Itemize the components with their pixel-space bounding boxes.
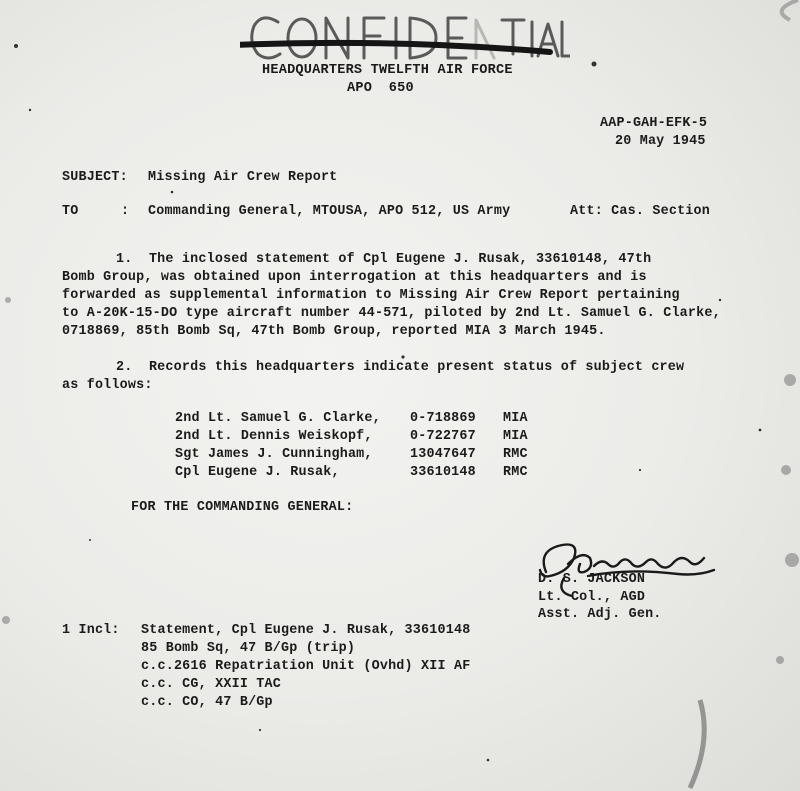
headquarters-apo: APO 650 [347, 81, 414, 96]
crew-name: Sgt James J. Cunningham, [175, 447, 373, 462]
distribution-line: c.c. CO, 47 B/Gp [141, 695, 273, 710]
paragraph1-line: Bomb Group, was obtained upon interrogation at this headquarters and is [62, 270, 647, 285]
to-colon: : [121, 204, 130, 219]
paragraph1-line: forwarded as supplemental information to Missing Air Crew Report pertaining [62, 288, 680, 303]
signatory-rank: Lt. Col., AGD [538, 590, 646, 605]
paragraph1-line: 0718869, 85th Bomb Sq, 47th Bomb Group, reported MIA 3 March 1945. [62, 324, 606, 339]
attention-line: Att: Cas. Section [570, 204, 711, 219]
crew-serial: 0-722767 [410, 429, 476, 444]
crew-status: MIA [503, 411, 528, 426]
signatory-name: D. S. JACKSON [538, 572, 646, 587]
paragraph1-line: to A-20K-15-DO type aircraft number 44-571, piloted by 2nd Lt. Samuel G. Clarke, [62, 306, 721, 321]
crew-serial: 0-718869 [410, 411, 476, 426]
crew-serial: 13047647 [410, 447, 476, 462]
to-recipient: Commanding General, MTOUSA, APO 512, US Army [148, 204, 511, 219]
document-date: 20 May 1945 [615, 134, 706, 149]
crew-status: RMC [503, 447, 528, 462]
signatory-title: Asst. Adj. Gen. [538, 607, 662, 622]
crew-status: RMC [503, 465, 528, 480]
distribution-line: c.c.2616 Repatriation Unit (Ovhd) XII AF [141, 659, 471, 674]
reference-code: AAP-GAH-EFK-5 [600, 116, 708, 131]
distribution-line: c.c. CG, XXII TAC [141, 677, 282, 692]
crew-serial: 33610148 [410, 465, 476, 480]
inclosure-label: 1 Incl: [62, 623, 120, 638]
crew-name: Cpl Eugene J. Rusak, [175, 465, 340, 480]
crew-name: 2nd Lt. Samuel G. Clarke, [175, 411, 381, 426]
subject-text: Missing Air Crew Report [148, 170, 338, 185]
paragraph1-line: 1. The inclosed statement of Cpl Eugene J. Rusak, 33610148, 47th [116, 252, 652, 267]
headquarters-title: HEADQUARTERS TWELFTH AIR FORCE [262, 63, 513, 78]
confidential-stamp [240, 2, 570, 72]
to-label: TO [62, 204, 79, 219]
paragraph2-line: 2. Records this headquarters indicate present status of subject crew [116, 360, 685, 375]
inclosure-line: Statement, Cpl Eugene J. Rusak, 33610148 [141, 623, 471, 638]
subject-label: SUBJECT: [62, 170, 128, 185]
inclosure-line: 85 Bomb Sq, 47 B/Gp (trip) [141, 641, 356, 656]
for-commanding-general: FOR THE COMMANDING GENERAL: [131, 500, 354, 515]
crew-status: MIA [503, 429, 528, 444]
crew-name: 2nd Lt. Dennis Weiskopf, [175, 429, 373, 444]
paragraph2-line: as follows: [62, 378, 153, 393]
